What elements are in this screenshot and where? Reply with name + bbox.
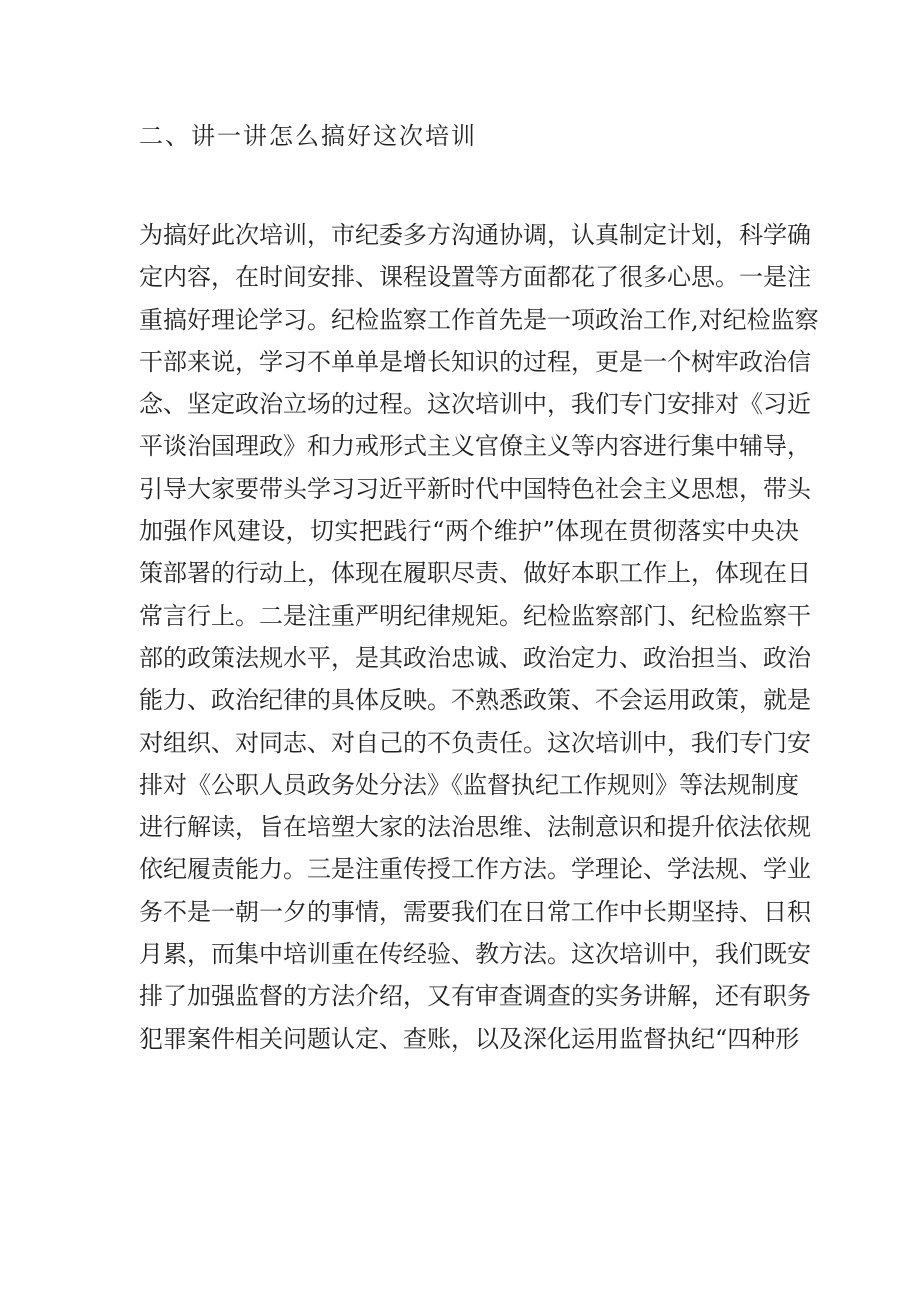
body-paragraph xyxy=(139,214,819,1060)
paragraph-line: 进行解读，旨在培塑大家的法治思维、法制意识和提升依法依规 xyxy=(139,813,811,842)
paragraph-line: 依纪履责能力。三是注重传授工作方法。学理论、学法规、学业 xyxy=(139,855,811,884)
paragraph-line: 常言行上。二是注重严明纪律规矩。纪检监察部门、纪检监察干 xyxy=(139,601,811,630)
paragraph-line: 干部来说，学习不单单是增长知识的过程，更是一个树牢政治信 xyxy=(139,347,811,376)
paragraph-line: 为搞好此次培训，市纪委多方沟通协调，认真制定计划，科学确 xyxy=(139,221,811,249)
paragraph-line: 务不是一朝一夕的事情，需要我们在日常工作中长期坚持、日积 xyxy=(139,897,811,926)
paragraph-line: 平谈治国理政》和力戒形式主义官僚主义等内容进行集中辅导， xyxy=(139,432,811,461)
paragraph-line: 对组织、对同志、对自己的不负责任。这次培训中，我们专门安 xyxy=(139,728,811,757)
paragraph-line: 定内容，在时间安排、课程设置等方面都花了很多心思。一是注 xyxy=(139,263,811,292)
paragraph-line: 加强作风建设，切实把践行“两个维护”体现在贯彻落实中央决 xyxy=(139,517,799,546)
paragraph-line: 引导大家要带头学习习近平新时代中国特色社会主义思想，带头 xyxy=(139,474,811,503)
paragraph-line: 重搞好理论学习。纪检监察工作首先是一项政治工作,对纪检监察 xyxy=(139,305,819,334)
paragraph-line: 能力、政治纪律的具体反映。不熟悉政策、不会运用政策，就是 xyxy=(139,686,811,715)
paragraph-line: 念、坚定政治立场的过程。这次培训中，我们专门安排对《习近 xyxy=(139,390,811,419)
paragraph-line: 部的政策法规水平，是其政治忠诚、政治定力、政治担当、政治 xyxy=(139,643,811,672)
paragraph-line: 犯罪案件相关问题认定、查账，以及深化运用监督执纪“四种形 xyxy=(139,1024,800,1053)
section-heading: 二、讲一讲怎么搞好这次培训 xyxy=(139,122,477,150)
paragraph-line: 策部署的行动上，体现在履职尽责、做好本职工作上，体现在日 xyxy=(139,559,811,588)
paragraph-line: 月累，而集中培训重在传经验、教方法。这次培训中，我们既安 xyxy=(139,940,811,969)
paragraph-line: 排对《公职人员政务处分法》《监督执纪工作规则》等法规制度 xyxy=(139,770,799,799)
paragraph-line: 排了加强监督的方法介绍，又有审查调查的实务讲解，还有职务 xyxy=(139,982,811,1011)
